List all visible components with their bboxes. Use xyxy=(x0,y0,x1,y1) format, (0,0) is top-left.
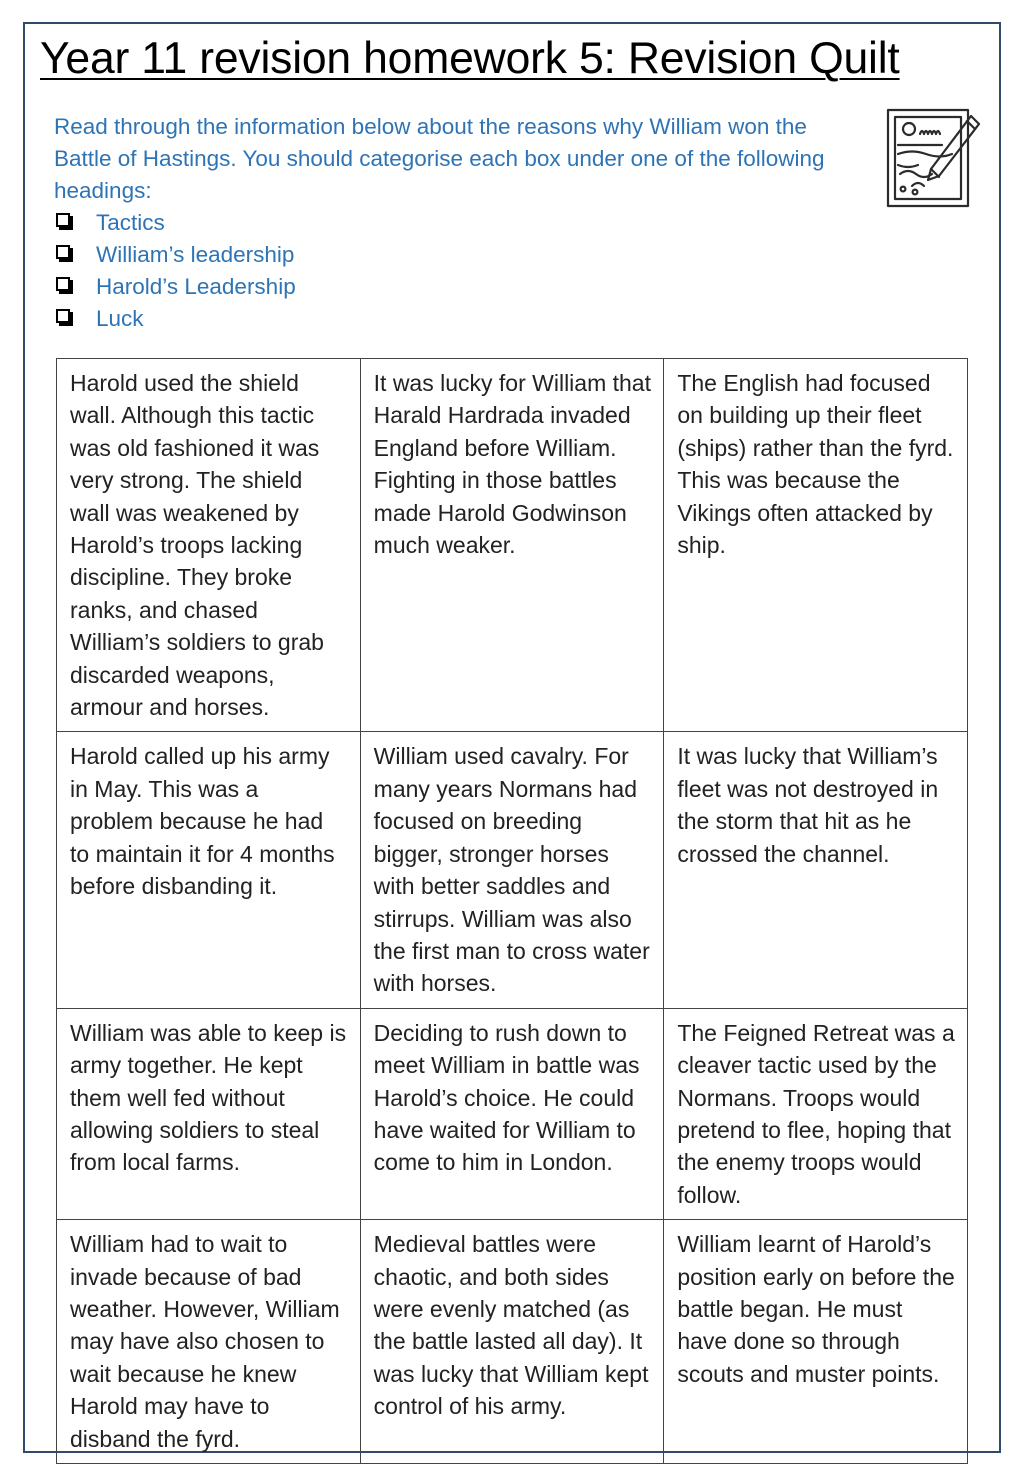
instructions xyxy=(54,111,854,335)
quilt-row xyxy=(57,732,968,1008)
heading-list xyxy=(54,207,854,335)
quilt-box: William had to wait to invade because of bad weather. However, William may have also chosen to wait because he knew Harold may have to disband the fyrd. xyxy=(57,1220,361,1464)
checkbox-icon xyxy=(56,213,70,227)
heading-label: Luck xyxy=(96,306,144,331)
quilt-box: Medieval battles were chaotic, and both sides were evenly matched (as the battle lasted all day). It was lucky that William kept control of his army. xyxy=(360,1220,664,1464)
quilt-box: William used cavalry. For many years Normans had focused on breeding bigger, stronger horses with better saddles and stirrups. William was also the first man to cross water with horses. xyxy=(360,732,664,1008)
quilt-box: The Feigned Retreat was a cleaver tactic used by the Normans. Troops would pretend to flee, hoping that the enemy troops would follow. xyxy=(664,1008,968,1219)
quilt-row xyxy=(57,1008,968,1219)
heading-item-harolds-leadership xyxy=(54,271,854,303)
checkbox-icon xyxy=(56,277,70,291)
quilt-row xyxy=(57,1220,968,1464)
instructions-text: Read through the information below about the reasons why William won the Battle of Hastings. You should categorise each box under one of the following headings: xyxy=(54,114,825,203)
heading-item-tactics xyxy=(54,207,854,239)
heading-label: Tactics xyxy=(96,210,165,235)
quilt-box: Harold used the shield wall. Although this tactic was old fashioned it was very strong. The shield wall was weakened by Harold’s troops lacking discipline. They broke ranks, and chased William’s soldiers to grab discarded weapons, armour and horses. xyxy=(57,359,361,732)
quilt-box: It was lucky for William that Harald Hardrada invaded England before William. Fighting in those battles made Harold Godwinson much weaker. xyxy=(360,359,664,732)
quilt-box: The English had focused on building up their fleet (ships) rather than the fyrd. This was because the Vikings often attacked by ship. xyxy=(664,359,968,732)
checkbox-icon xyxy=(56,245,70,259)
heading-item-luck xyxy=(54,303,854,335)
heading-label: Harold’s Leadership xyxy=(96,274,296,299)
checkbox-icon xyxy=(56,309,70,323)
quilt-drawing-pencil-icon xyxy=(886,108,982,208)
quilt-box: Deciding to rush down to meet William in battle was Harold’s choice. He could have waited for William to come to him in London. xyxy=(360,1008,664,1219)
quilt-box: It was lucky that William’s fleet was not destroyed in the storm that hit as he crossed the channel. xyxy=(664,732,968,1008)
quilt-row xyxy=(57,359,968,732)
quilt-box: Harold called up his army in May. This was a problem because he had to maintain it for 4 months before disbanding it. xyxy=(57,732,361,1008)
heading-item-williams-leadership xyxy=(54,239,854,271)
heading-label: William’s leadership xyxy=(96,242,295,267)
quilt-box: William was able to keep is army together. He kept them well fed without allowing soldiers to steal from local farms. xyxy=(57,1008,361,1219)
revision-quilt-table xyxy=(56,358,968,1464)
page-title: Year 11 revision homework 5: Revision Quilt xyxy=(40,34,900,83)
quilt-box: William learnt of Harold’s position early on before the battle began. He must have done so through scouts and muster points. xyxy=(664,1220,968,1464)
